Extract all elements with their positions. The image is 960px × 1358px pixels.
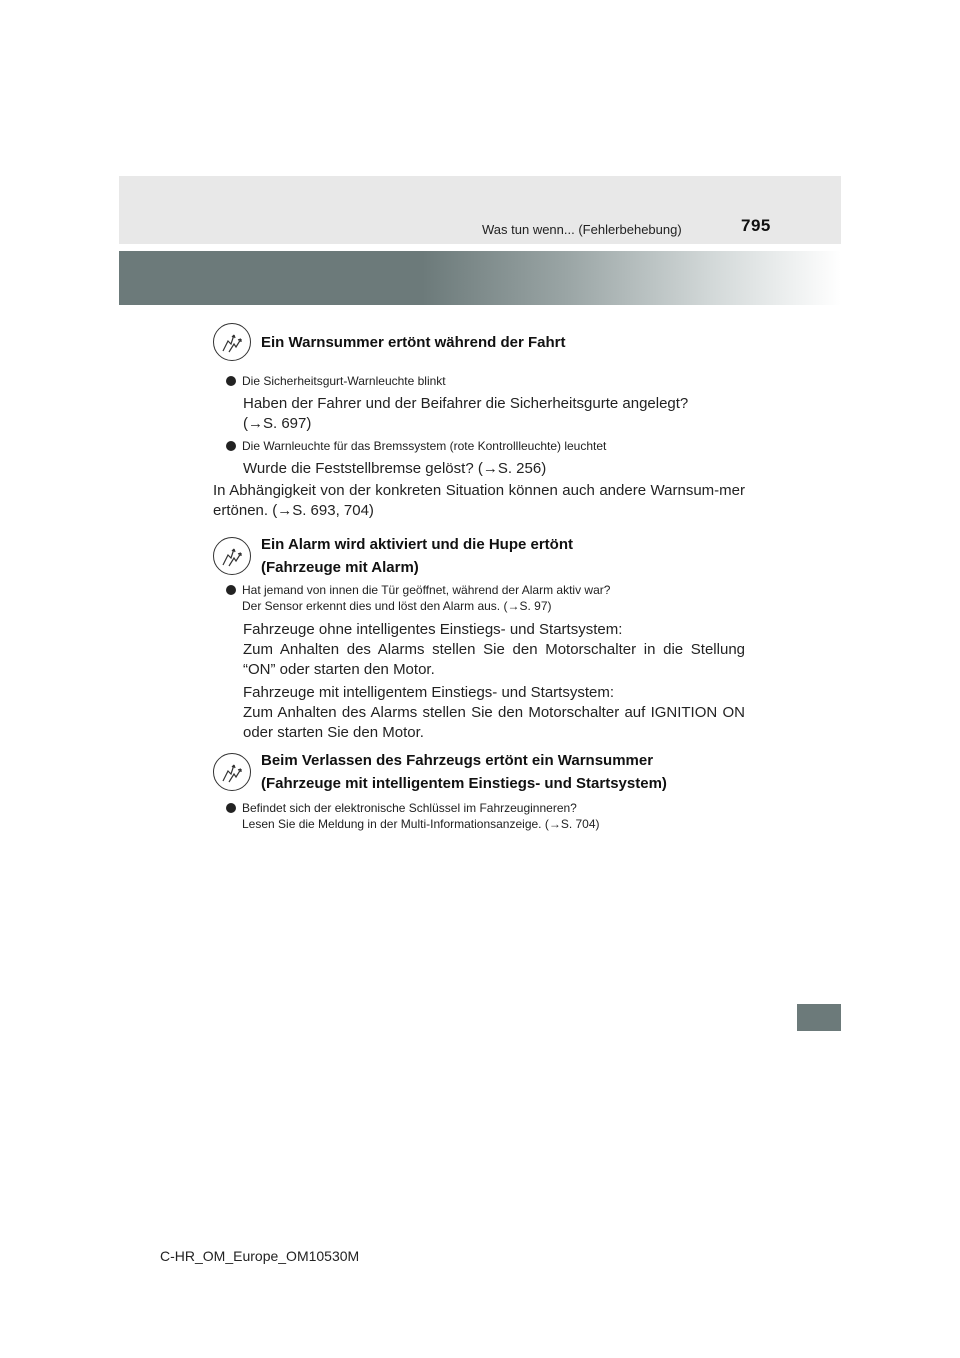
chapter-gradient-bar	[119, 251, 841, 305]
chapter-side-tab	[797, 1004, 841, 1031]
section-title: Ein Warnsummer ertönt während der Fahrt	[261, 333, 566, 351]
warning-lightning-icon	[213, 323, 251, 361]
bullet-item: Die Sicherheitsgurt-Warnleuchte blinkt	[226, 373, 746, 389]
bullet-dot	[226, 376, 236, 386]
warning-lightning-icon	[213, 537, 251, 575]
page-number: 795	[741, 216, 771, 235]
answer-text: Fahrzeuge ohne intelligentes Einstiegs- und Startsystem: Zum Anhalten des Alarms stellen Sie den Motorschalter in die Stellung “ON” oder starten den Motor.	[243, 621, 745, 678]
section-header-exit-buzzer	[213, 749, 667, 795]
section-header-alarm	[213, 533, 573, 579]
warning-lightning-icon	[213, 753, 251, 791]
bullet-dot	[226, 803, 236, 813]
answer-text: Wurde die Feststellbremse gelöst? (→S. 256)	[243, 460, 547, 477]
bullet-item: Befindet sich der elektronische Schlüssel im Fahrzeuginneren? Lesen Sie die Meldung in der Multi-Informationsanzeige. (→S. 704)	[226, 800, 746, 832]
section-header-warning-buzzer	[213, 323, 566, 361]
footer-doc-code: C-HR_OM_Europe_OM10530M	[160, 1248, 360, 1264]
bullet-item: Die Warnleuchte für das Bremssystem (rote Kontrollleuchte) leuchtet	[226, 438, 746, 454]
chapter-title: Was tun wenn... (Fehlerbehebung)	[482, 222, 682, 237]
answer-text: Haben der Fahrer und der Beifahrer die Sicherheitsgurte angelegt? (→S. 697)	[243, 395, 689, 432]
bullet-dot	[226, 441, 236, 451]
note-text: In Abhängigkeit von der konkreten Situation können auch andere Warnsum-mer ertönen. (→S. 693, 704)	[213, 482, 745, 519]
bullet-item: Hat jemand von innen die Tür geöffnet, während der Alarm aktiv war? Der Sensor erkennt dies und löst den Alarm aus. (→S. 97)	[226, 582, 746, 614]
section-title: Ein Alarm wird aktiviert und die Hupe ertönt (Fahrzeuge mit Alarm)	[261, 536, 573, 576]
bullet-dot	[226, 585, 236, 595]
answer-text: Fahrzeuge mit intelligentem Einstiegs- und Startsystem: Zum Anhalten des Alarms stellen Sie den Motorschalter auf IGNITION ON oder starten Sie den Motor.	[243, 684, 745, 741]
header-band	[119, 176, 841, 244]
section-title: Beim Verlassen des Fahrzeugs ertönt ein Warnsummer (Fahrzeuge mit intelligentem Einstiegs- und Startsystem)	[261, 752, 667, 792]
